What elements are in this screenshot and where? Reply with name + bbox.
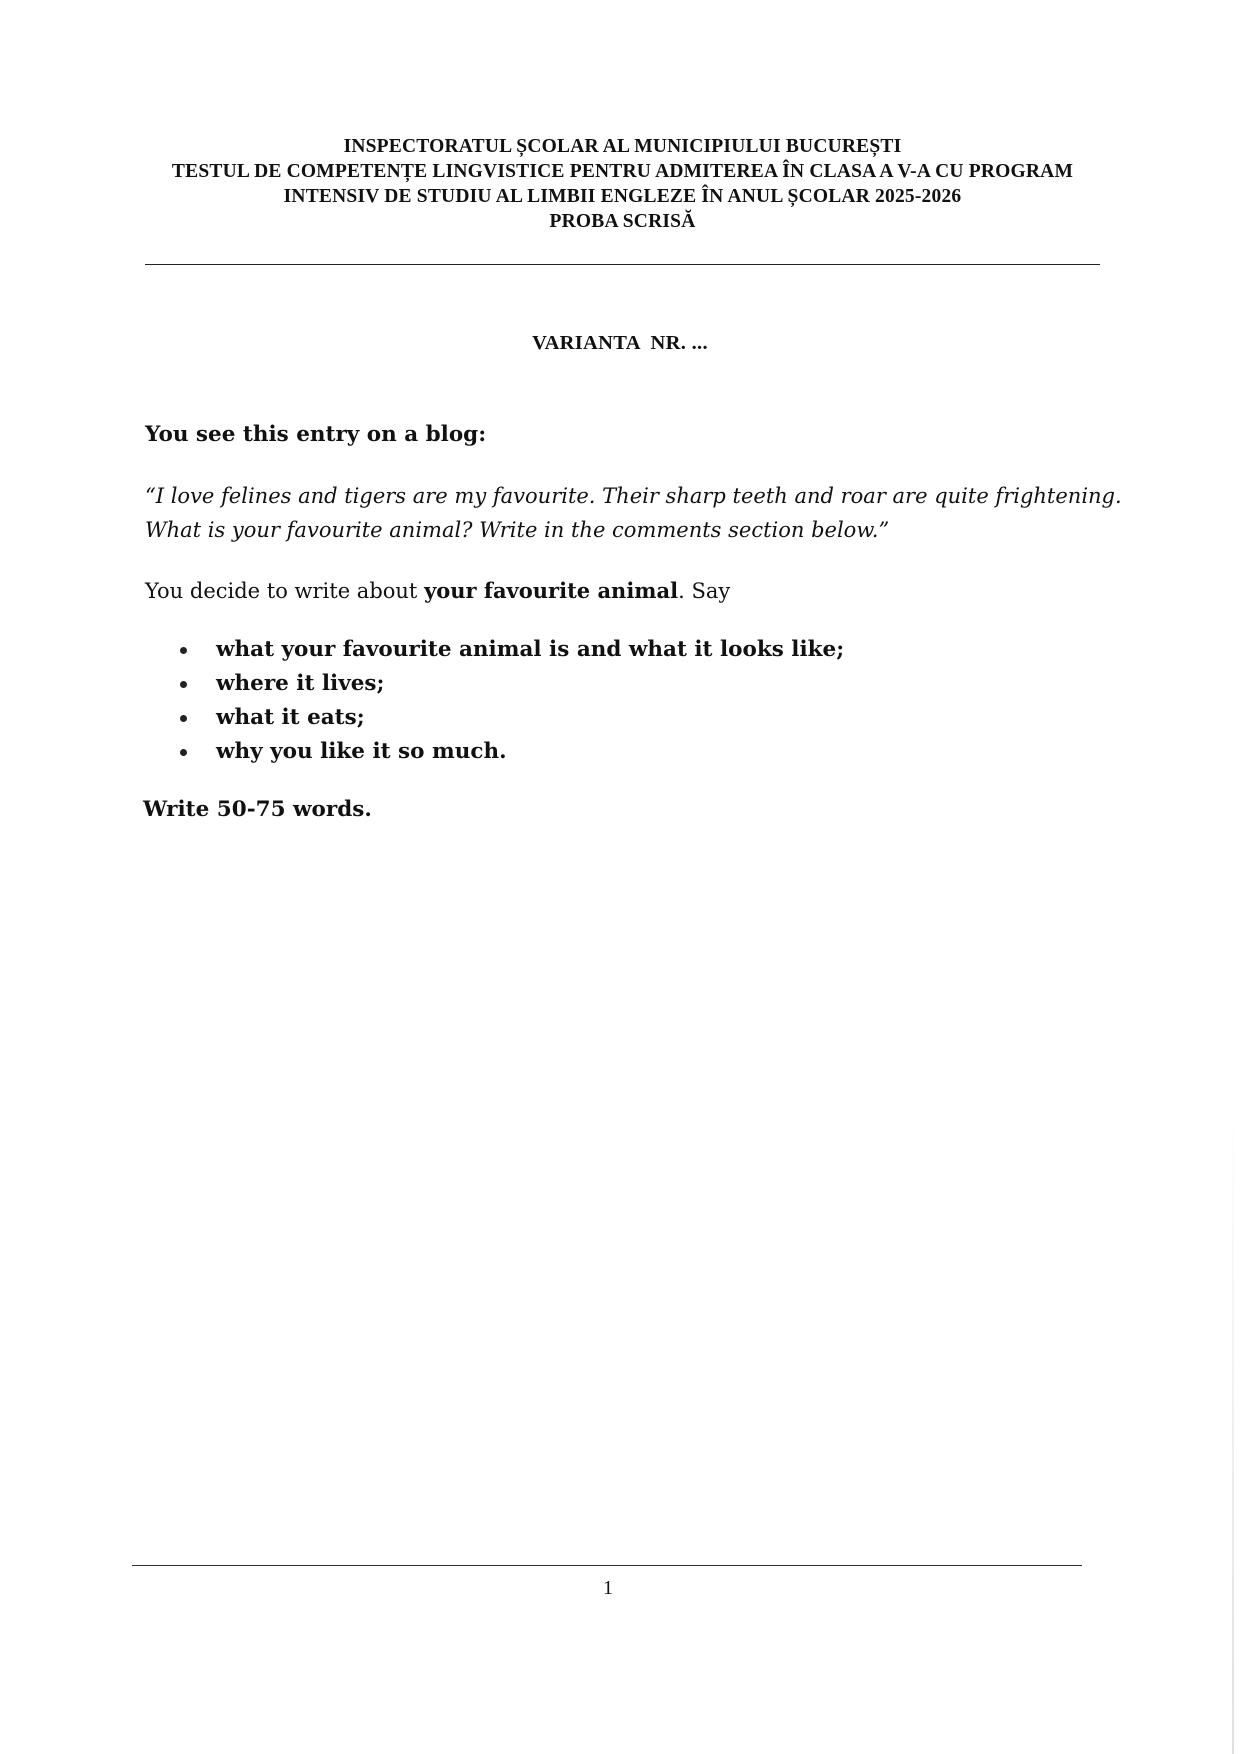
task-description-suffix: . Say xyxy=(678,579,731,603)
header-line-exam-type: PROBA SCRISĂ xyxy=(549,211,696,232)
document-header xyxy=(150,134,1095,234)
task-prompt: You see this entry on a blog: xyxy=(145,422,487,447)
bullet-icon xyxy=(180,681,187,688)
task-description-topic: your favourite animal xyxy=(424,578,679,603)
task-point-text: what your favourite animal is and what it looks like; xyxy=(216,637,845,662)
task-point-text: what it eats; xyxy=(216,705,365,730)
bullet-icon xyxy=(180,647,187,654)
variant-title: VARIANTA NR. ... xyxy=(532,332,708,354)
task-point xyxy=(176,667,844,701)
header-line-inspectorate: INSPECTORATUL ȘCOLAR AL MUNICIPIULUI BUCUREȘTI xyxy=(343,136,902,157)
task-point-text: where it lives; xyxy=(216,671,385,696)
footer-divider xyxy=(132,1565,1082,1566)
page-number: 1 xyxy=(603,1577,613,1599)
task-point-text: why you like it so much. xyxy=(216,739,507,764)
task-description xyxy=(145,578,730,603)
header-divider xyxy=(145,264,1100,265)
blog-quote-line: What is your favourite animal? Write in the comments section below.” xyxy=(145,518,890,542)
bullet-icon xyxy=(180,715,187,722)
task-point xyxy=(176,633,844,667)
blog-quote-line: “I love felines and tigers are my favourite. Their sharp teeth and roar are quite frightening. xyxy=(145,484,1122,508)
task-points-list xyxy=(176,633,844,769)
word-count-instruction: Write 50-75 words. xyxy=(143,797,372,822)
header-line-program: INTENSIV DE STUDIU AL LIMBII ENGLEZE ÎN ANUL ȘCOLAR 2025-2026 xyxy=(283,186,962,207)
scan-edge-shadow xyxy=(1232,1100,1234,1754)
bullet-icon xyxy=(180,749,187,756)
blog-quote xyxy=(145,479,1122,547)
task-description-prefix: You decide to write about xyxy=(145,579,425,603)
header-line-test-title: TESTUL DE COMPETENȚE LINGVISTICE PENTRU ADMITEREA ÎN CLASA A V-A CU PROGRAM xyxy=(171,161,1074,182)
task-point xyxy=(176,701,844,735)
task-point xyxy=(176,735,844,769)
